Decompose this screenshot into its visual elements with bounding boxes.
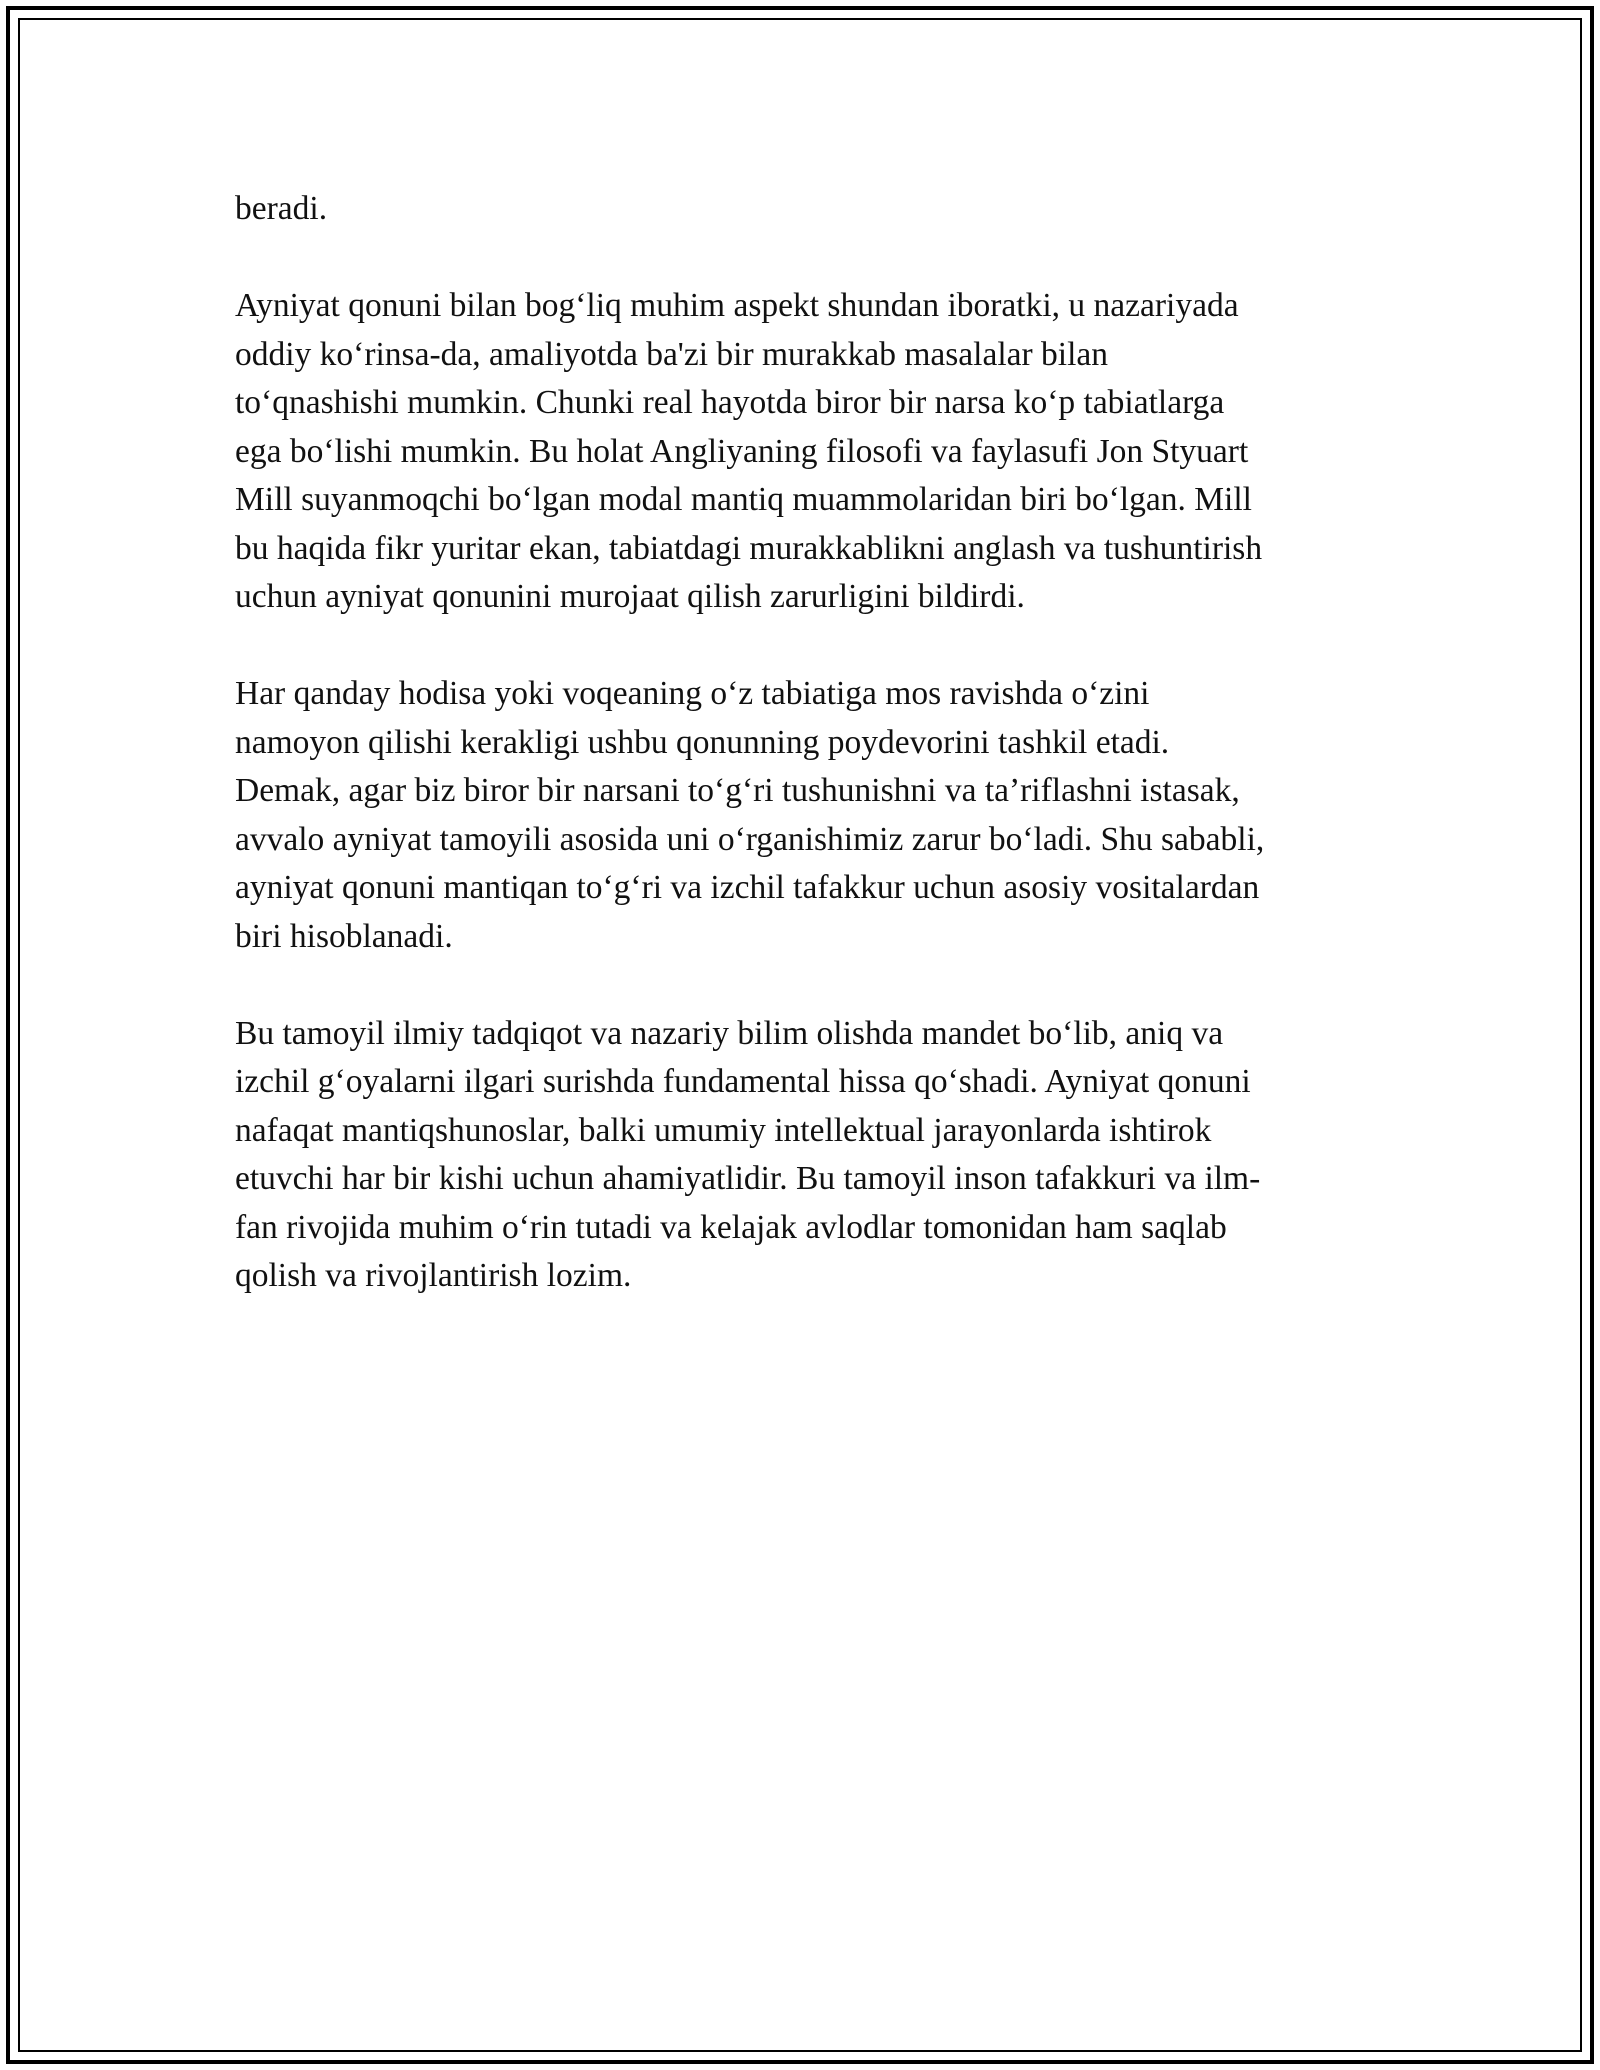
document-body: [235, 185, 1385, 1349]
paragraph-mill-modal-logic: Ayniyat qonuni bilan bog‘liq muhim aspekt shundan iboratki, u nazariyada oddiy ko‘rinsa-da, amaliyotda ba'zi bir murakkab masalalar bilan to‘qnashishi mumkin. Chunki real hayotda biror bir narsa ko‘p tabiatlarga ega bo‘lishi mumkin. Bu holat Angliyaning filosofi va faylasufi Jon Styuart Mill suyanmoqchi bo‘lgan modal mantiq muammolaridan biri bo‘lgan. Mill bu haqida fikr yuritar ekan, tabiatdagi murakkablikni anglash va tushuntirish uchun ayniyat qonunini murojaat qilish zarurligini bildirdi.: [235, 287, 1263, 615]
paragraph-scientific-importance: Bu tamoyil ilmiy tadqiqot va nazariy bilim olishda mandet bo‘lib, aniq va izchil g‘oyalarni ilgari surishda fundamental hissa qo‘shadi. Ayniyat qonuni nafaqat mantiqshunoslar, balki umumiy intellektual jarayonlarda ishtirok etuvchi har bir kishi uchun ahamiyatlidir. Bu tamoyil inson tafakkuri va ilm- fan rivojida muhim o‘rin tutadi va kelajak avlodlar tomonidan ham saqlab qolish va rivojlantirish lozim.: [235, 1014, 1261, 1294]
paragraph-identity-foundation: Har qanday hodisa yoki voqeaning o‘z tabiatiga mos ravishda o‘zini namoyon qilishi kerakligi ushbu qonunning poydevorini tashkil etadi. Demak, agar biz biror bir narsani to‘g‘ri tushunishni va ta’riflashni istasak, avvalo ayniyat tamoyili asosida uni o‘rganishimiz zarur bo‘ladi. Shu sababli, ayniyat qonuni mantiqan to‘g‘ri va izchil tafakkur uchun asosiy vositalardan biri hisoblanadi.: [235, 675, 1265, 955]
paragraph-continuation: beradi.: [235, 190, 328, 227]
